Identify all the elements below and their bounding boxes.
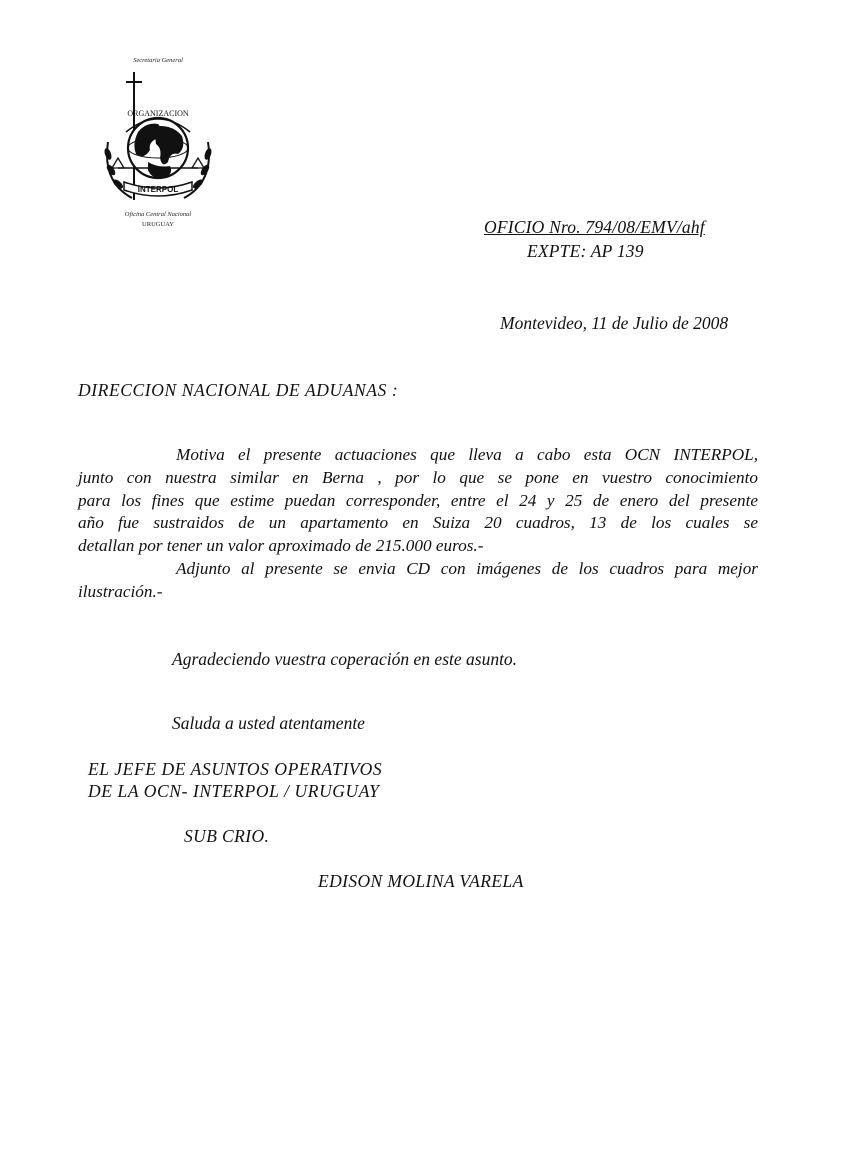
body-line: Adjunto al presente se envia CD con imágenes de los cuadros para mejor [176, 558, 758, 578]
signer-title-line-2: DE LA OCN- INTERPOL / URUGUAY [88, 781, 380, 801]
body-line: detallan por tener un valor aproximado de 215.000 euros.- [78, 536, 484, 556]
interpol-emblem-logo [98, 50, 218, 230]
body-line: año fue sustraidos de un apartamento en Suiza 20 cuadros, 13 de los cuales se [78, 513, 758, 533]
signer-title-line-1: EL JEFE DE ASUNTOS OPERATIVOS [88, 759, 383, 779]
svg-text:Secretaria General: Secretaria General [133, 57, 183, 64]
closing-salutation: Saluda a usted atentamente [172, 713, 365, 733]
svg-text:ORGANIZACION: ORGANIZACION [127, 109, 189, 118]
svg-text:URUGUAY: URUGUAY [142, 221, 174, 228]
signer-name: EDISON MOLINA VARELA [318, 871, 524, 891]
emblem-banner-text: INTERPOL [137, 185, 179, 194]
body-line: para los fines que estime puedan corresponder, entre el 24 y 25 de enero del presente [78, 490, 758, 510]
closing-thanks: Agradeciendo vuestra coperación en este asunto. [172, 649, 518, 669]
addressee: DIRECCION NACIONAL DE ADUANAS : [78, 380, 399, 400]
body-paragraph-1 [78, 444, 758, 558]
signer-rank: SUB CRIO. [184, 826, 270, 846]
body-line: Motiva el presente actuaciones que lleva a cabo esta OCN INTERPOL, [176, 445, 758, 464]
letter-body [78, 444, 758, 604]
oficio-number: OFICIO Nro. 794/08/EMV/ahf [484, 217, 705, 237]
body-line: junto con nuestra similar en Berna , por lo que se pone en vuestro conocimiento [78, 467, 758, 487]
body-line: ilustración.- [78, 581, 163, 601]
expediente-number: EXPTE: AP 139 [527, 241, 644, 261]
letter-date: Montevideo, 11 de Julio de 2008 [500, 313, 729, 333]
svg-text:Oficina Central Nacional: Oficina Central Nacional [124, 211, 192, 218]
body-paragraph-2 [78, 558, 758, 604]
